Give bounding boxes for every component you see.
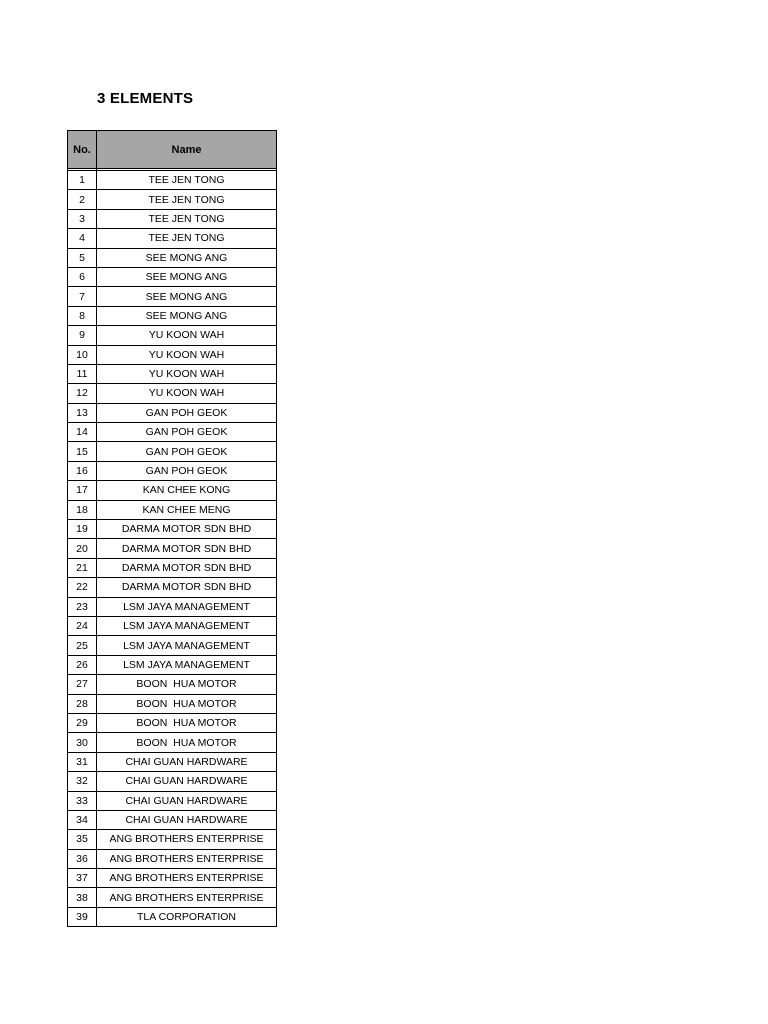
table-row	[68, 907, 277, 926]
table-row	[68, 481, 277, 500]
page-title: 3 ELEMENTS	[97, 90, 194, 107]
table-row	[68, 713, 277, 732]
row-name-cell: SEE MONG ANG	[97, 287, 277, 306]
row-name-cell: TEE JEN TONG	[97, 229, 277, 248]
header-row	[68, 131, 277, 169]
row-name-cell: BOON HUA MOTOR	[97, 733, 277, 752]
row-number-cell: 9	[68, 326, 97, 345]
row-name-cell: GAN POH GEOK	[97, 423, 277, 442]
table-row	[68, 694, 277, 713]
row-name-cell: CHAI GUAN HARDWARE	[97, 752, 277, 771]
row-name-cell: TLA CORPORATION	[97, 907, 277, 926]
table-row	[68, 520, 277, 539]
row-name-cell: DARMA MOTOR SDN BHD	[97, 578, 277, 597]
row-name-cell: DARMA MOTOR SDN BHD	[97, 539, 277, 558]
table-row	[68, 791, 277, 810]
row-number-cell: 35	[68, 830, 97, 849]
column-header-no: No.	[68, 131, 97, 169]
row-number-cell: 18	[68, 500, 97, 519]
table-row	[68, 345, 277, 364]
row-name-cell: CHAI GUAN HARDWARE	[97, 772, 277, 791]
row-name-cell: LSM JAYA MANAGEMENT	[97, 636, 277, 655]
row-number-cell: 13	[68, 403, 97, 422]
table-row	[68, 209, 277, 228]
row-number-cell: 34	[68, 810, 97, 829]
row-number-cell: 19	[68, 520, 97, 539]
table-row	[68, 171, 277, 190]
table-body	[68, 169, 277, 927]
row-name-cell: BOON HUA MOTOR	[97, 713, 277, 732]
row-number-cell: 39	[68, 907, 97, 926]
row-name-cell: YU KOON WAH	[97, 326, 277, 345]
row-name-cell: SEE MONG ANG	[97, 248, 277, 267]
column-header-name: Name	[97, 131, 277, 169]
row-number-cell: 23	[68, 597, 97, 616]
row-name-cell: GAN POH GEOK	[97, 442, 277, 461]
row-name-cell: DARMA MOTOR SDN BHD	[97, 558, 277, 577]
row-number-cell: 22	[68, 578, 97, 597]
row-number-cell: 6	[68, 267, 97, 286]
table-row	[68, 733, 277, 752]
table-row	[68, 403, 277, 422]
row-name-cell: ANG BROTHERS ENTERPRISE	[97, 869, 277, 888]
row-number-cell: 27	[68, 675, 97, 694]
row-name-cell: CHAI GUAN HARDWARE	[97, 810, 277, 829]
table-row	[68, 267, 277, 286]
row-number-cell: 17	[68, 481, 97, 500]
row-number-cell: 7	[68, 287, 97, 306]
row-number-cell: 21	[68, 558, 97, 577]
table-row	[68, 597, 277, 616]
table-row	[68, 636, 277, 655]
table-row	[68, 810, 277, 829]
table-row	[68, 423, 277, 442]
row-name-cell: YU KOON WAH	[97, 384, 277, 403]
table-row	[68, 326, 277, 345]
row-name-cell: YU KOON WAH	[97, 364, 277, 383]
row-name-cell: SEE MONG ANG	[97, 267, 277, 286]
table-row	[68, 384, 277, 403]
table-row	[68, 830, 277, 849]
names-table	[67, 130, 277, 927]
row-name-cell: GAN POH GEOK	[97, 403, 277, 422]
table-row	[68, 306, 277, 325]
row-number-cell: 11	[68, 364, 97, 383]
row-number-cell: 25	[68, 636, 97, 655]
row-name-cell: ANG BROTHERS ENTERPRISE	[97, 849, 277, 868]
row-number-cell: 33	[68, 791, 97, 810]
table-row	[68, 655, 277, 674]
row-number-cell: 14	[68, 423, 97, 442]
row-name-cell: KAN CHEE MENG	[97, 500, 277, 519]
row-number-cell: 1	[68, 171, 97, 190]
row-number-cell: 38	[68, 888, 97, 907]
table-row	[68, 539, 277, 558]
row-name-cell: ANG BROTHERS ENTERPRISE	[97, 888, 277, 907]
row-number-cell: 20	[68, 539, 97, 558]
table-row	[68, 616, 277, 635]
table-row	[68, 442, 277, 461]
row-number-cell: 36	[68, 849, 97, 868]
row-number-cell: 32	[68, 772, 97, 791]
row-number-cell: 12	[68, 384, 97, 403]
row-number-cell: 26	[68, 655, 97, 674]
row-number-cell: 29	[68, 713, 97, 732]
row-name-cell: CHAI GUAN HARDWARE	[97, 791, 277, 810]
table-row	[68, 752, 277, 771]
table-row	[68, 364, 277, 383]
row-name-cell: ANG BROTHERS ENTERPRISE	[97, 830, 277, 849]
table-row	[68, 772, 277, 791]
row-name-cell: LSM JAYA MANAGEMENT	[97, 655, 277, 674]
row-name-cell: LSM JAYA MANAGEMENT	[97, 597, 277, 616]
table-row	[68, 229, 277, 248]
row-number-cell: 28	[68, 694, 97, 713]
row-name-cell: GAN POH GEOK	[97, 461, 277, 480]
row-number-cell: 15	[68, 442, 97, 461]
row-number-cell: 2	[68, 190, 97, 209]
row-name-cell: BOON HUA MOTOR	[97, 694, 277, 713]
row-number-cell: 30	[68, 733, 97, 752]
table-row	[68, 461, 277, 480]
row-name-cell: KAN CHEE KONG	[97, 481, 277, 500]
table-row	[68, 558, 277, 577]
row-name-cell: SEE MONG ANG	[97, 306, 277, 325]
row-number-cell: 24	[68, 616, 97, 635]
row-number-cell: 16	[68, 461, 97, 480]
row-number-cell: 3	[68, 209, 97, 228]
row-number-cell: 37	[68, 869, 97, 888]
row-number-cell: 10	[68, 345, 97, 364]
table-row	[68, 849, 277, 868]
row-name-cell: TEE JEN TONG	[97, 171, 277, 190]
table-row	[68, 190, 277, 209]
table-row	[68, 675, 277, 694]
table-row	[68, 248, 277, 267]
row-name-cell: YU KOON WAH	[97, 345, 277, 364]
row-name-cell: DARMA MOTOR SDN BHD	[97, 520, 277, 539]
row-name-cell: LSM JAYA MANAGEMENT	[97, 616, 277, 635]
table-row	[68, 500, 277, 519]
table-row	[68, 287, 277, 306]
table-row	[68, 869, 277, 888]
row-number-cell: 31	[68, 752, 97, 771]
table-header	[68, 131, 277, 169]
row-number-cell: 8	[68, 306, 97, 325]
row-name-cell: TEE JEN TONG	[97, 209, 277, 228]
row-number-cell: 4	[68, 229, 97, 248]
table-row	[68, 578, 277, 597]
row-number-cell: 5	[68, 248, 97, 267]
row-name-cell: BOON HUA MOTOR	[97, 675, 277, 694]
row-name-cell: TEE JEN TONG	[97, 190, 277, 209]
table-row	[68, 888, 277, 907]
